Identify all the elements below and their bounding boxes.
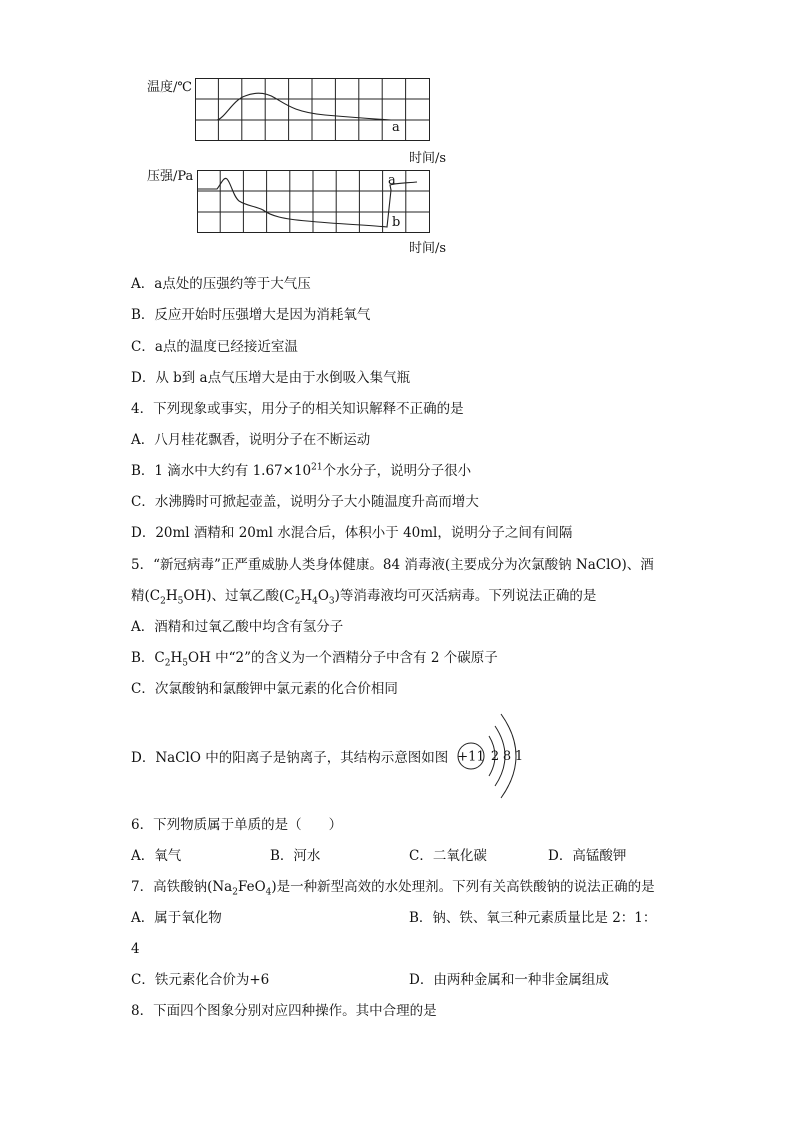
- shell-electrons-3: 1: [514, 749, 524, 764]
- q3-option-a: A．a点处的压强约等于大气压: [131, 276, 311, 292]
- q4-option-a: A．八月桂花飘香，说明分子在不断运动: [131, 432, 371, 448]
- sodium-structure-diagram: [455, 708, 535, 808]
- pressure-curve: [197, 178, 417, 227]
- q7-option-b: B．钠、铁、氧三种元素质量比是 2：1：: [409, 910, 657, 926]
- graph1-y-label: 温度/℃: [147, 80, 192, 95]
- q4-stem: 4．下列现象或事实，用分子的相关知识解释不正确的是: [131, 401, 464, 417]
- q6-option-a: A．氧气: [131, 848, 182, 864]
- graph2-point-b: b: [392, 215, 401, 230]
- q7-stem: 7．高铁酸钠$(Na_2FeO_4)$是一种新型高效的水处理剂。下列有关高铁酸钠的说法正确的是: [131, 879, 655, 898]
- q4-option-c: C．水沸腾时可掀起壶盖，说明分子大小随温度升高而增大: [131, 494, 479, 510]
- q4-option-b: B．1 滴水中大约有 $1.67\times 10^{21}$个水分子，说明分子很小: [131, 462, 472, 479]
- q5-option-c: C．次氯酸钠和氯酸钾中氯元素的化合价相同: [131, 681, 398, 697]
- graph1-point-a: a: [392, 120, 400, 135]
- q7-option-a: A．属于氧化物: [131, 910, 222, 926]
- shell-electrons-2: 8: [502, 749, 512, 764]
- temperature-graph: [195, 78, 435, 148]
- graph1-x-label: 时间/s: [409, 151, 447, 166]
- shell-electrons-1: 2: [490, 749, 500, 764]
- q5-option-b: B．$C_2H_5OH$ 中“2”的含义为一个酒精分子中含有 2 个碳原子: [131, 650, 498, 669]
- q3-option-c: C．a点的温度已经接近室温: [131, 339, 298, 355]
- q5-stem-line2: 精$(C_2H_5OH)$、过氧乙酸$(C_2H_4O_3)$等消毒液均可灭活病毒。下列说法正确的是: [131, 588, 597, 607]
- temperature-curve: [195, 93, 391, 120]
- q3-option-d: D．从 b到 a点气压增大是由于水倒吸入集气瓶: [131, 370, 411, 386]
- pressure-graph: [197, 170, 437, 240]
- q7-option-d: D．由两种金属和一种非金属组成: [409, 972, 609, 988]
- graph2-x-label: 时间/s: [409, 241, 447, 256]
- q7-option-b-continued: 4: [131, 941, 140, 957]
- q6-option-c: C．二氧化碳: [409, 848, 487, 864]
- q6-option-b: B．河水: [270, 848, 321, 864]
- nucleus-charge: +11: [457, 749, 485, 765]
- q8-stem: 8．下面四个图象分别对应四种操作。其中合理的是: [131, 1003, 437, 1019]
- q6-stem: 6．下列物质属于单质的是（ ）: [131, 817, 343, 833]
- q6-option-d: D．高锰酸钾: [548, 848, 627, 864]
- q5-stem-line1: 5．“新冠病毒”正严重威胁人类身体健康。84 消毒液(主要成分为次氯酸钠 NaClO)、酒: [131, 557, 654, 573]
- q4-option-d: D．20ml 酒精和 20ml 水混合后，体积小于 40ml，说明分子之间有间隔: [131, 525, 573, 541]
- q3-option-b: B．反应开始时压强增大是因为消耗氧气: [131, 307, 371, 323]
- graph2-y-label: 压强/Pa: [147, 169, 194, 184]
- q5-option-a: A．酒精和过氧乙酸中均含有氢分子: [131, 619, 344, 635]
- q5-option-d: D．NaClO 中的阳离子是钠离子，其结构示意图如图: [131, 750, 449, 766]
- q7-option-c: C．铁元素化合价为+6: [131, 972, 270, 988]
- graph2-point-a: a: [388, 173, 396, 188]
